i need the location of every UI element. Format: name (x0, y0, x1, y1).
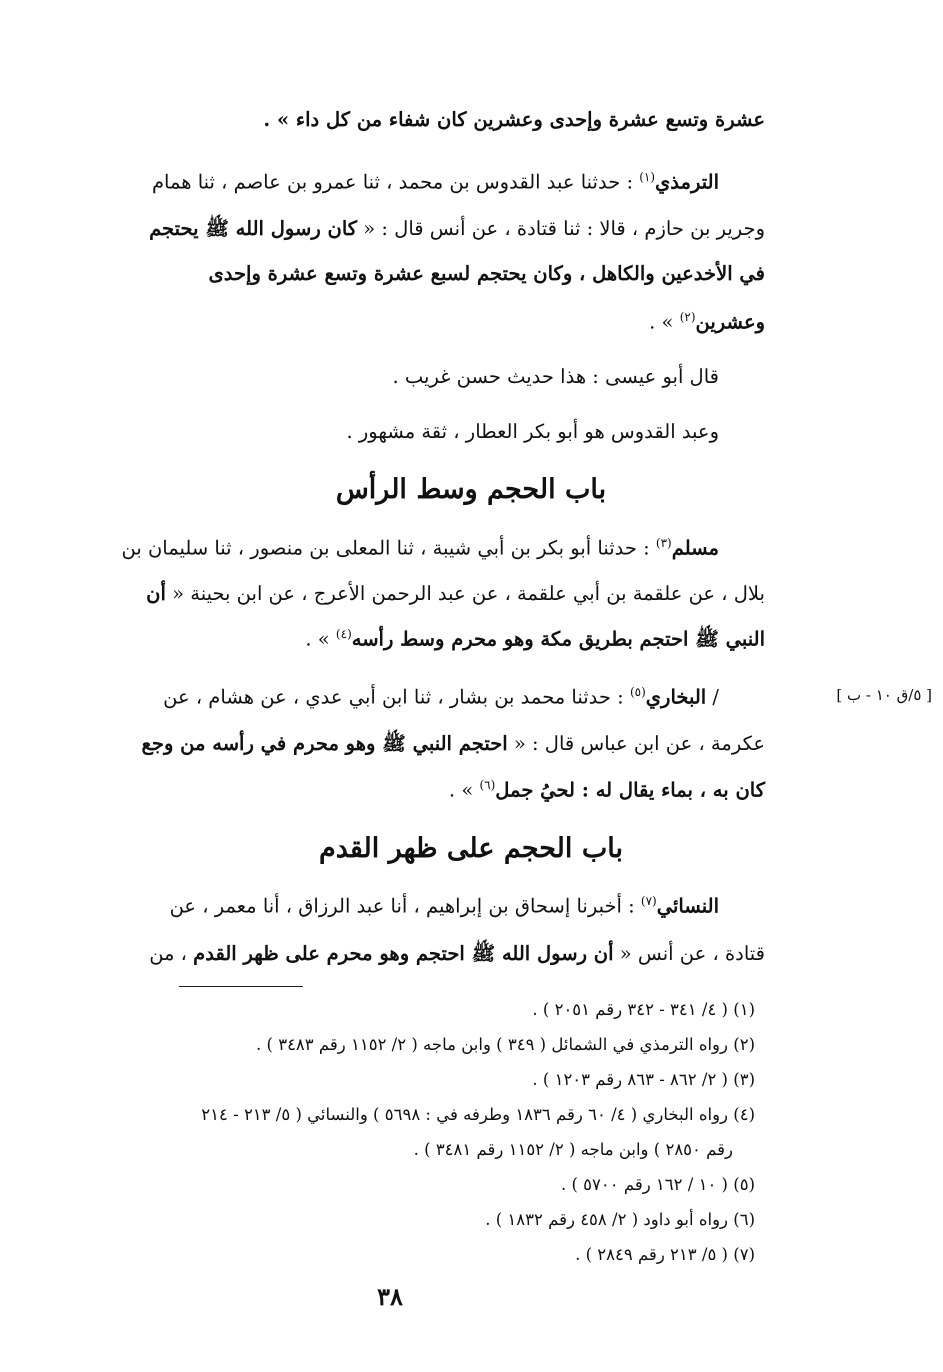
text-line: وجرير بن حازم ، قالا : ثنا قتادة ، عن أنس قال : « كان رسول الله ﷺ يحتجم (149, 217, 765, 240)
text-line: كان به ، بماء يقال له : لحيُ جمل$^{(٦)}$ » . (448, 778, 765, 802)
text-line: وعشرين$^{(٢)}$ » . (649, 310, 765, 334)
footnote-continuation: رقم ٢٨٥٠ ) وابن ماجه ( ٢/ ١١٥٢ رقم ٣٤٨١ ) . (413, 1140, 733, 1159)
text-line: قال أبو عيسى : هذا حديث حسن غريب . (392, 365, 719, 388)
text-line: الترمذي$^{(١)}$ : حدثنا عبد القدوس بن محمد ، ثنا عمرو بن عاصم ، ثنا همام (151, 170, 719, 194)
footnote: (٤) رواه البخاري ( ٤/ ٦٠ رقم ١٨٣٦ وطرفه في : ٥٦٩٨ ) والنسائي ( ٥/ ٢١٣ - ٢١٤ (201, 1105, 755, 1124)
page-number: ٣٨ (377, 1282, 403, 1311)
text-line: عشرة وتسع عشرة وإحدى وعشرين كان شفاء من كل داء » . (263, 108, 765, 131)
footnote: (٧) ( ٥/ ٢١٣ رقم ٢٨٤٩ ) . (575, 1245, 755, 1264)
footnote: (٦) رواه أبو داود ( ٢/ ٤٥٨ رقم ١٨٣٢ ) . (485, 1210, 755, 1229)
manuscript-margin-note: [ ٥/ق ١٠ - ب ] (836, 686, 932, 704)
section-heading: باب الحجم على ظهر القدم (319, 833, 623, 864)
footnote: (١) ( ٤/ ٣٤١ - ٣٤٢ رقم ٢٠٥١ ) . (532, 1000, 755, 1019)
text-line: النسائي$^{(٧)}$ : أخبرنا إسحاق بن إبراهيم ، أنا عبد الرزاق ، أنا معمر ، عن (169, 894, 719, 918)
text-line: في الأخدعين والكاهل ، وكان يحتجم لسبع عشرة وتسع عشرة وإحدى (208, 262, 765, 285)
text-line: / البخاري$^{(٥)}$ : حدثنا محمد بن بشار ، ثنا ابن أبي عدي ، عن هشام ، عن (163, 685, 719, 709)
text-line: قتادة ، عن أنس « أن رسول الله ﷺ احتجم وهو محرم على ظهر القدم ، من (149, 942, 765, 965)
text-line: بلال ، عن علقمة بن أبي علقمة ، عن عبد الرحمن الأعرج ، عن ابن بحينة « أن (146, 582, 765, 605)
text-line: عكرمة ، عن ابن عباس قال : « احتجم النبي ﷺ وهو محرم في رأسه من وجع (141, 732, 765, 755)
footnote-separator (179, 986, 303, 987)
section-heading: باب الحجم وسط الرأس (335, 474, 607, 505)
footnote: (٢) رواه الترمذي في الشمائل ( ٣٤٩ ) وابن ماجه ( ٢/ ١١٥٢ رقم ٣٤٨٣ ) . (256, 1035, 755, 1054)
footnote: (٥) ( ١٠ / ١٦٢ رقم ٥٧٠٠ ) . (560, 1175, 755, 1194)
text-line: وعبد القدوس هو أبو بكر العطار ، ثقة مشهور . (346, 420, 719, 443)
text-line: مسلم$^{(٣)}$ : حدثنا أبو بكر بن أبي شيبة ، ثنا المعلى بن منصور ، ثنا سليمان بن (121, 536, 719, 560)
text-line: النبي ﷺ احتجم بطريق مكة وهو محرم وسط رأسه$^{(٤)}$ » . (305, 627, 765, 651)
footnote: (٣) ( ٢/ ٨٦٢ - ٨٦٣ رقم ١٢٠٣ ) . (532, 1070, 755, 1089)
